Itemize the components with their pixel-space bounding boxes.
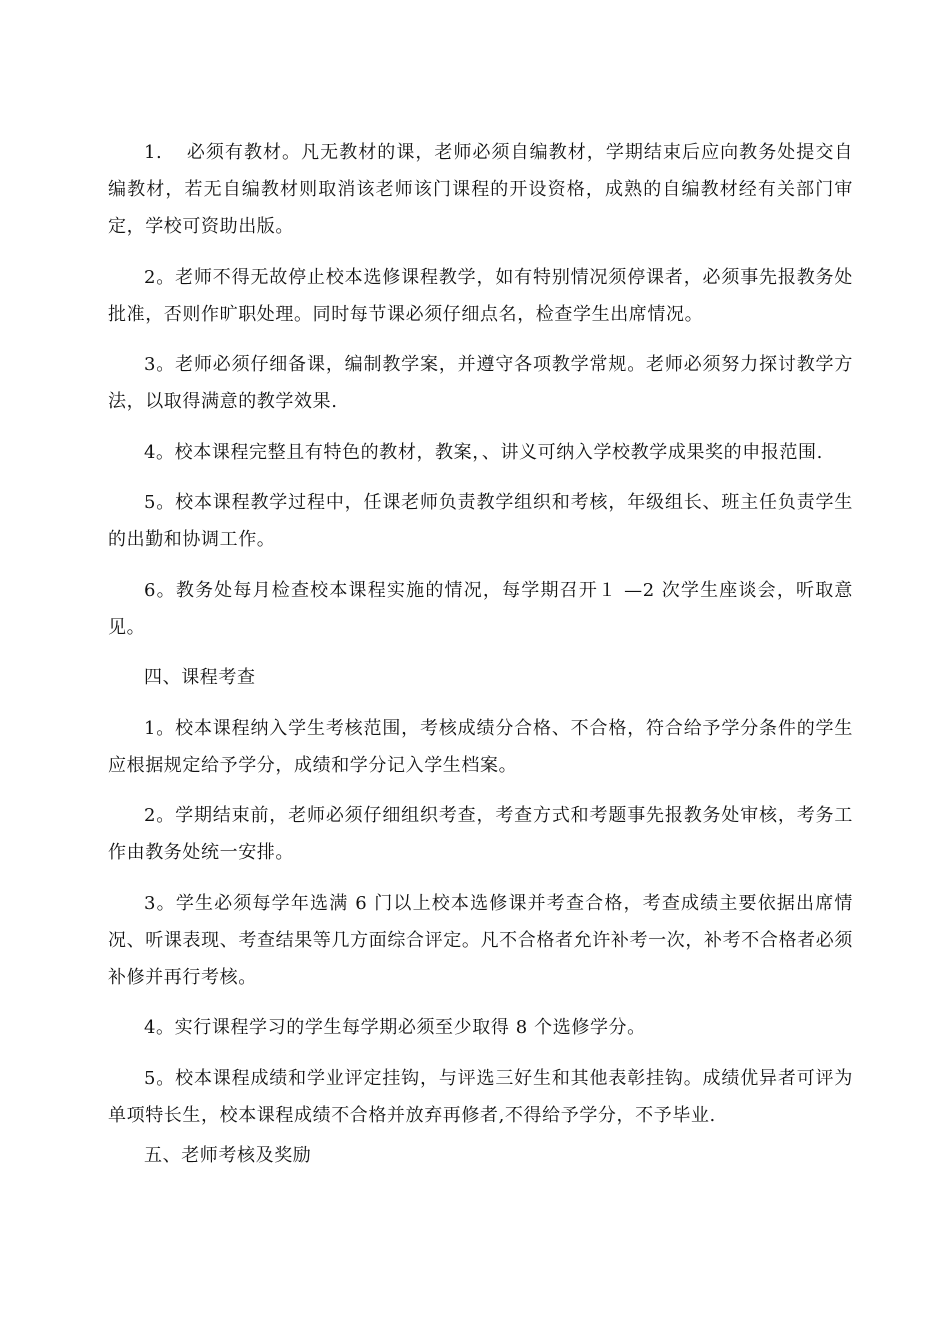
section-heading: 五、老师考核及奖励 [144,1145,312,1166]
item-number: 5。 [144,1067,176,1089]
item-number: 2。 [144,805,176,826]
list-item [108,434,853,471]
list-item [108,259,853,333]
list-item [108,797,853,871]
item-text: 老师不得无故停止校本选修课程教学，如有特别情况须停课者，必须事先报教务处批准，否则作旷职处理。同时每节课必须仔细点名，检查学生出席情况。 [108,266,853,325]
list-item [108,346,853,420]
list-item [108,572,853,646]
item-text: 学生必须每学年选满 6 门以上校本选修课并考查合格，考查成绩主要依据出席情况、听课表现、考查结果等几方面综合评定。凡不合格者允许补考一次，补考不合格者必须补修并再行考核。 [108,892,854,988]
section-heading: 四、课程考查 [144,667,256,688]
list-item [108,484,853,558]
item-text: 校本课程成绩和学业评定挂钩，与评选三好生和其他表彰挂钩。成绩优异者可评为单项特长生，校本课程成绩不合格并放弃再修者,不得给予学分，不予毕业. [108,1067,853,1126]
item-number: 4。 [144,441,175,463]
item-text: 教务处每月检查校本课程实施的情况，每学期召开１ —2 次学生座谈会，听取意见。 [108,579,854,638]
item-number: 3。 [144,354,176,375]
item-number: 3。 [144,892,176,914]
item-number: 5。 [144,492,176,513]
list-item [108,1009,853,1046]
item-number: 2。 [144,266,176,288]
item-text: 学期结束前，老师必须仔细组织考查，考查方式和考题事先报教务处审核，考务工作由教务处统一安排。 [108,805,853,863]
item-text: 校本课程纳入学生考核范围，考核成绩分合格、不合格，符合给予学分条件的学生应根据规定给予学分，成绩和学分记入学生档案。 [108,717,853,776]
item-text: 校本课程教学过程中，任课老师负责教学组织和考核，年级组长、班主任负责学生的出勤和协调工作。 [108,492,853,550]
list-item [108,134,853,245]
item-text: 实行课程学习的学生每学期必须至少取得 8 个选修学分。 [174,1017,646,1038]
list-item [108,885,853,996]
item-text: 校本课程完整且有特色的教材，教案，、讲义可纳入学校教学成果奖的申报范围. [174,441,823,463]
list-item [108,710,853,784]
document-page [108,134,853,1188]
item-text: 老师必须仔细备课，编制教学案，并遵守各项教学常规。老师必须努力探讨教学方法，以取得满意的教学效果. [108,354,853,412]
item-number: 6。 [144,579,176,601]
item-number: 1. [144,142,163,163]
item-text: 必须有教材。凡无教材的课，老师必须自编教材，学期结束后应向教务处提交自编教材，若无自编教材则取消该老师该门课程的开设资格，成熟的自编教材经有关部门审定，学校可资助出版。 [108,142,853,237]
item-number: 1。 [144,717,176,739]
item-number: 4。 [144,1017,175,1038]
list-item [108,1060,853,1134]
